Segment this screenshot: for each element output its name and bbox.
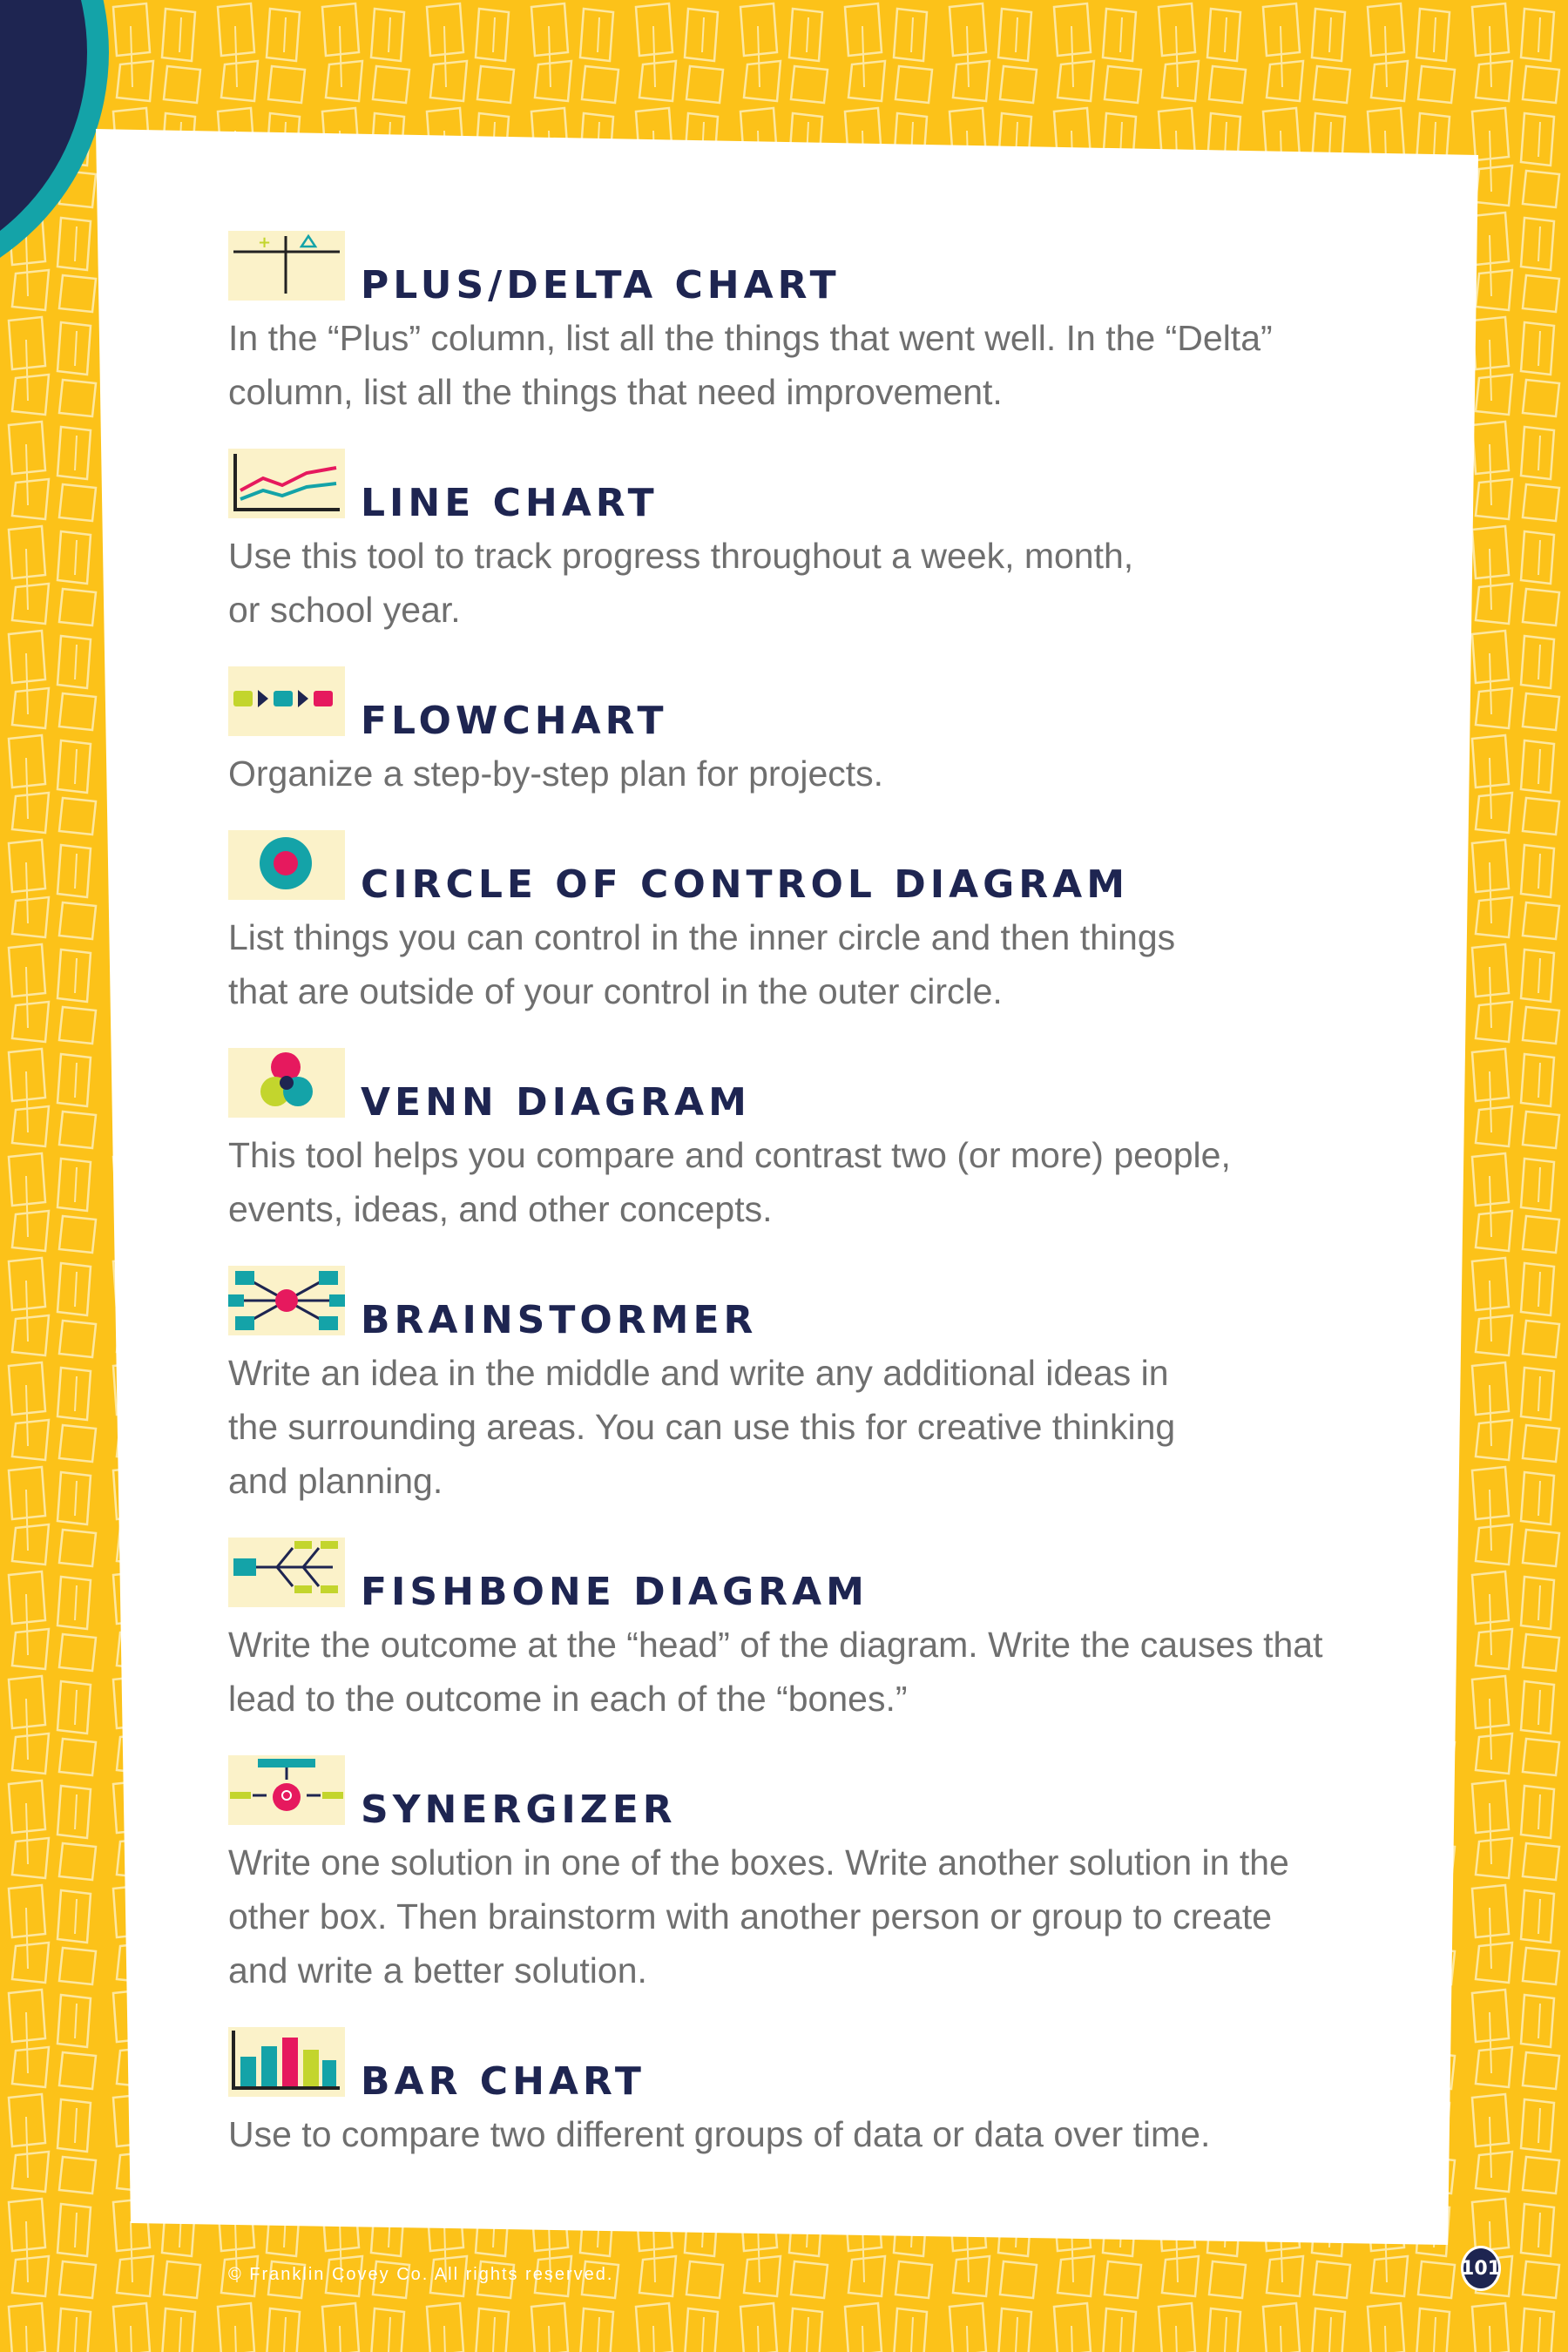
tool-brainstormer — [228, 1266, 1396, 1508]
tool-description: Write one solution in one of the boxes. Write another solution in the other box. Then brainstorm with another person or group to create and write a better solution. — [228, 1842, 1289, 1990]
tool-title: PLUS/DELTA CHART — [361, 263, 841, 308]
synergizer-icon — [228, 1755, 345, 1825]
tool-description: Use this tool to track progress throughout a week, month, or school year. — [228, 536, 1134, 630]
tool-description: Organize a step-by-step plan for projects. — [228, 754, 884, 794]
tool-plus-delta — [228, 231, 1396, 419]
tool-title: LINE CHART — [361, 481, 659, 525]
tool-title: CIRCLE OF CONTROL DIAGRAM — [361, 862, 1129, 907]
tool-fishbone-diagram — [228, 1538, 1396, 1726]
tool-description: Write an idea in the middle and write any additional ideas in the surrounding areas. You can use this for creative thinking and planning. — [228, 1353, 1176, 1501]
tool-title: FLOWCHART — [361, 699, 668, 743]
page-number-badge: 101 — [1461, 2246, 1501, 2291]
tool-title: VENN DIAGRAM — [361, 1080, 751, 1125]
tool-synergizer — [228, 1755, 1396, 1997]
bar-chart-icon — [228, 2027, 345, 2097]
footer-copyright: © Franklin Covey Co. All rights reserved. — [228, 2265, 614, 2284]
tool-bar-chart — [228, 2027, 1396, 2161]
tool-title: BRAINSTORMER — [361, 1298, 758, 1342]
svg-text:+: + — [258, 233, 272, 252]
brainstormer-icon — [228, 1266, 345, 1335]
tool-description: List things you can control in the inner circle and then things that are outside of your control in the outer circle. — [228, 917, 1176, 1011]
venn-diagram-icon — [228, 1048, 345, 1118]
tool-title: BAR CHART — [361, 2059, 645, 2104]
tool-description: This tool helps you compare and contrast two (or more) people, events, ideas, and other concepts. — [228, 1135, 1231, 1229]
tool-description: Use to compare two different groups of data or data over time. — [228, 2114, 1211, 2154]
circle-of-control-icon — [228, 830, 345, 900]
plus-delta-icon — [228, 231, 345, 301]
tool-circle-of-control — [228, 830, 1396, 1018]
tool-description: In the “Plus” column, list all the things that went well. In the “Delta” column, list all the things that need improvement. — [228, 318, 1273, 412]
flowchart-icon — [228, 666, 345, 736]
line-chart-icon — [228, 449, 345, 518]
tool-title: SYNERGIZER — [361, 1788, 677, 1832]
tool-flowchart — [228, 666, 1396, 801]
tool-title: FISHBONE DIAGRAM — [361, 1570, 868, 1614]
tool-venn-diagram — [228, 1048, 1396, 1236]
fishbone-icon — [228, 1538, 345, 1607]
tool-line-chart — [228, 449, 1396, 637]
tool-description: Write the outcome at the “head” of the diagram. Write the causes that lead to the outcome in each of the “bones.” — [228, 1625, 1323, 1719]
